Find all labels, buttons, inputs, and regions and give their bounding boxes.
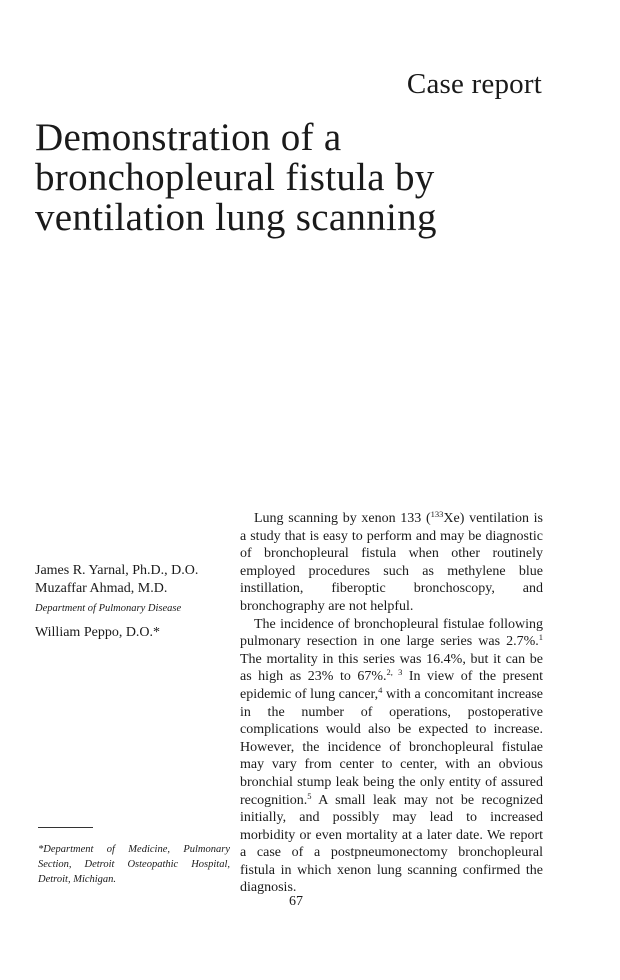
section-label: Case report [406, 68, 542, 100]
paragraph-text: A small leak may not be recognized initially, and possibly may lead to increased morbidity or even mortality at a later date. We report a case of a postpneumonectomy bronchopleural fistula in which xenon lung scanning confirmed the diagnosis. [240, 792, 543, 896]
author-name: William Peppo, D.O.* [35, 625, 161, 640]
footnote: *Department of Medicine, Pulmonary Section, Detroit Osteopathic Hospital, Detroit, Michigan. [38, 844, 230, 885]
citation-marker: 1 [538, 632, 543, 643]
paragraph [240, 616, 543, 898]
body-text [240, 510, 543, 897]
citation-marker: 4 [378, 684, 383, 695]
paragraph-text: The incidence of bronchopleural fistulae following pulmonary resection in one large series was 2.7%. [240, 616, 543, 650]
page-number: 67 [289, 894, 303, 909]
footnote-rule [38, 827, 93, 828]
title-line: ventilation lung scanning [35, 196, 437, 239]
author-name: Muzaffar Ahmad, M.D. [35, 581, 168, 596]
paragraph-text: In view of the present epidemic of lung cancer, [240, 669, 544, 702]
article-title [35, 118, 555, 238]
author-block [35, 562, 235, 642]
title-line: bronchopleural fistula by [35, 156, 435, 199]
superscript: 133 [430, 509, 444, 519]
paragraph-text: Xe) ventilation is a study that is easy to perform and may be diagnostic of bronchopleural fistula when other routinely employed procedures such as methylene blue instillation, fiberoptic bronchoscopy, and bronchography are not helpful. [240, 511, 543, 614]
title-line: Demonstration of a [35, 116, 342, 159]
citation-marker: 2, 3 [386, 667, 403, 678]
paragraph-text: The mortality in this series was 16.4%, but it can be as high as 23% to 67%. [240, 651, 543, 685]
paragraph [240, 510, 543, 616]
author-name: James R. Yarnal, Ph.D., D.O. [35, 563, 199, 578]
department: Department of Pulmonary Disease [35, 603, 182, 614]
citation-marker: 5 [307, 790, 312, 801]
paragraph-text: Lung scanning by xenon 133 ( [254, 511, 431, 526]
paragraph-text: with a concomitant increase in the number of operations, postoperative complications would also be expected to increase. However, the incidence of bronchopleural fistulae may vary from center to center, with an obvious bronchial stump leak being the only entity of assured recognition. [240, 686, 543, 808]
